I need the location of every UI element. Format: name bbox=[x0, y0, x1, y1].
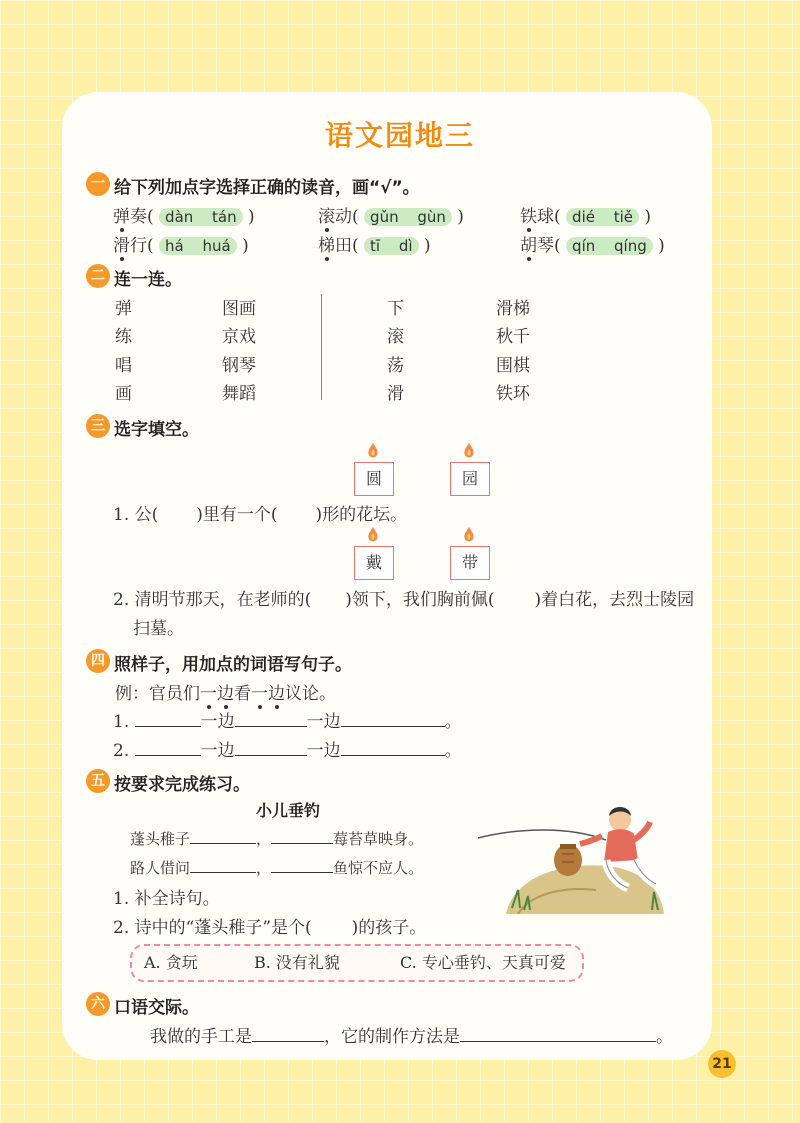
section-badge-6: 六 bbox=[86, 992, 110, 1016]
pinyin-options[interactable]: dié tiě bbox=[566, 208, 639, 226]
match-left-2-c[interactable]: 钢琴 bbox=[222, 356, 256, 376]
match-right-1-d[interactable]: 滑 bbox=[387, 384, 404, 404]
candle-flame-icon bbox=[463, 527, 475, 543]
choice-box bbox=[130, 944, 584, 982]
section-heading-4: 照样子，用加点的词语写句子。 bbox=[114, 655, 352, 675]
section-heading-2: 连一连。 bbox=[114, 270, 182, 290]
choice-a[interactable]: A. 贪玩 bbox=[144, 953, 198, 972]
choice-b[interactable]: B. 没有礼貌 bbox=[254, 953, 340, 972]
answer-blank[interactable] bbox=[190, 827, 256, 844]
oral-sentence: 我做的手工是 ，它的制作方法是 。 bbox=[150, 1027, 673, 1047]
pinyin-options[interactable]: qín qíng bbox=[566, 237, 653, 255]
write-line-2: 2. 一边 一边 。 bbox=[113, 741, 462, 761]
answer-blank[interactable] bbox=[341, 710, 445, 727]
match-right-2-d[interactable]: 铁环 bbox=[496, 384, 530, 404]
match-left-1-c[interactable]: 唱 bbox=[115, 356, 132, 376]
char-card-dai1[interactable]: 戴 bbox=[354, 546, 394, 580]
poem-question-1: 1. 补全诗句。 bbox=[113, 889, 220, 909]
pinyin-options[interactable]: há huá bbox=[159, 237, 237, 255]
match-right-1-b[interactable]: 滚 bbox=[387, 327, 404, 347]
match-left-1-b[interactable]: 练 bbox=[115, 327, 132, 347]
page-title: 语文园地三 bbox=[324, 119, 475, 152]
answer-blank[interactable] bbox=[135, 710, 201, 727]
answer-blank[interactable] bbox=[235, 710, 307, 727]
match-right-2-b[interactable]: 秋千 bbox=[496, 327, 530, 347]
pinyin-item-5: 梯田( tī dì ) bbox=[318, 236, 431, 256]
match-left-2-a[interactable]: 图画 bbox=[222, 299, 256, 319]
candle-flame-icon bbox=[367, 443, 379, 459]
section-heading-5: 按要求完成练习。 bbox=[114, 775, 250, 795]
pinyin-item-6: 胡琴( qín qíng ) bbox=[520, 236, 665, 256]
match-right-1-c[interactable]: 荡 bbox=[387, 356, 404, 376]
section-badge-5: 五 bbox=[86, 769, 110, 793]
match-right-2-a[interactable]: 滑梯 bbox=[496, 299, 530, 319]
char-card-dai2[interactable]: 带 bbox=[450, 546, 490, 580]
answer-blank[interactable] bbox=[341, 739, 445, 756]
answer-blank[interactable] bbox=[271, 856, 333, 873]
fishing-boy-illustration bbox=[478, 800, 664, 914]
char-card-yuan1[interactable]: 圆 bbox=[354, 462, 394, 496]
fill-question-1: 1. 公( )里有一个( )形的花坛。 bbox=[113, 505, 408, 525]
section-badge-3: 三 bbox=[86, 414, 110, 438]
pinyin-item-4: 滑行( há huá ) bbox=[113, 236, 249, 256]
poem-line-2: 路人借问 ， 鱼惊不应人。 bbox=[130, 856, 423, 878]
pinyin-item-2: 滚动( gǔn gùn ) bbox=[318, 207, 464, 227]
fill-question-2-cont: 扫墓。 bbox=[133, 619, 184, 639]
section-badge-4: 四 bbox=[86, 649, 110, 673]
answer-blank[interactable] bbox=[271, 827, 333, 844]
candle-flame-icon bbox=[367, 527, 379, 543]
section-badge-1: 一 bbox=[86, 172, 110, 196]
match-right-1-a[interactable]: 下 bbox=[387, 299, 404, 319]
section-badge-2: 二 bbox=[86, 264, 110, 288]
example-sentence: 例：官员们一边看一边议论。 bbox=[115, 684, 336, 704]
pinyin-options[interactable]: tī dì bbox=[364, 237, 419, 255]
match-left-1-d[interactable]: 画 bbox=[115, 384, 132, 404]
match-right-2-c[interactable]: 围棋 bbox=[496, 356, 530, 376]
answer-blank[interactable] bbox=[135, 739, 201, 756]
choice-c[interactable]: C. 专心垂钓、天真可爱 bbox=[400, 953, 566, 972]
answer-blank[interactable] bbox=[460, 1025, 656, 1042]
answer-blank[interactable] bbox=[190, 856, 256, 873]
match-left-2-b[interactable]: 京戏 bbox=[222, 327, 256, 347]
write-line-1: 1. 一边 一边 。 bbox=[113, 712, 462, 732]
pinyin-options[interactable]: gǔn gùn bbox=[364, 208, 452, 226]
section-heading-3: 选字填空。 bbox=[114, 420, 199, 440]
section-heading-6: 口语交际。 bbox=[114, 998, 199, 1018]
pinyin-item-1: 弹奏( dàn tán ) bbox=[113, 207, 255, 227]
answer-blank[interactable] bbox=[252, 1025, 324, 1042]
answer-blank[interactable] bbox=[235, 739, 307, 756]
poem-question-2: 2. 诗中的“蓬头稚子”是个( )的孩子。 bbox=[113, 918, 427, 938]
page-number: 21 bbox=[708, 1050, 736, 1078]
char-card-yuan2[interactable]: 园 bbox=[450, 462, 490, 496]
candle-flame-icon bbox=[463, 443, 475, 459]
match-left-1-a[interactable]: 弹 bbox=[115, 299, 132, 319]
match-divider bbox=[321, 294, 322, 400]
fill-question-2: 2. 清明节那天，在老师的( )领下，我们胸前佩( )着白花，去烈士陵园 bbox=[113, 590, 695, 610]
poem-line-1: 蓬头稚子 ， 莓苔草映身。 bbox=[130, 827, 423, 849]
section-heading-1: 给下列加点字选择正确的读音，画“√”。 bbox=[114, 178, 420, 198]
pinyin-item-3: 铁球( dié tiě ) bbox=[520, 207, 652, 227]
pinyin-options[interactable]: dàn tán bbox=[159, 208, 243, 226]
match-left-2-d[interactable]: 舞蹈 bbox=[222, 384, 256, 404]
poem-title: 小儿垂钓 bbox=[256, 801, 321, 820]
